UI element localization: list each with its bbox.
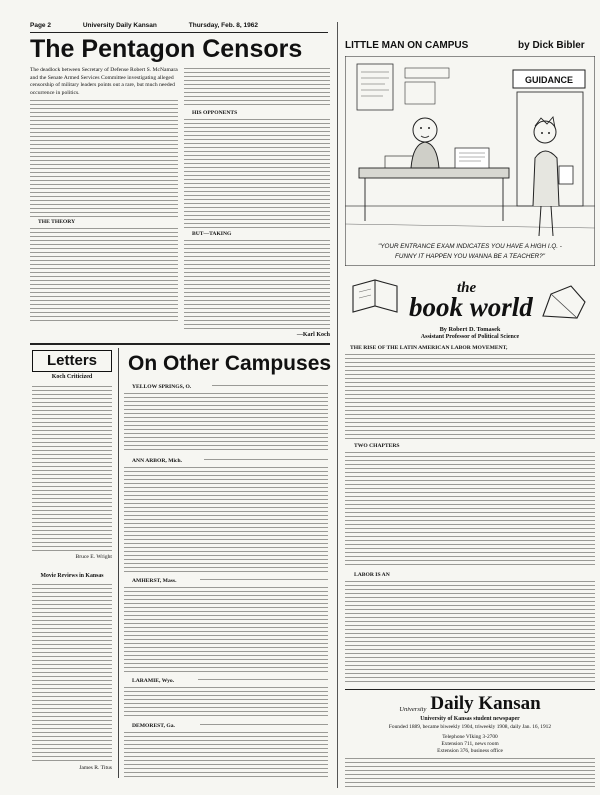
editorial-col1-text-a xyxy=(30,100,178,218)
book-review-text-b xyxy=(345,452,595,568)
paper-name: University Daily Kansan xyxy=(82,22,157,29)
book-review-two-chapters-lead: TWO CHAPTERS xyxy=(354,443,400,449)
campus-ann-arbor-lead-line xyxy=(204,459,328,462)
letter-two-text xyxy=(32,584,112,762)
page-gutter-rule xyxy=(337,22,338,788)
section-divider xyxy=(30,343,330,345)
editorial-col1-text-b xyxy=(30,228,178,324)
editorial-opponents-lead: HIS OPPONENTS xyxy=(192,110,238,116)
folio-line xyxy=(30,22,258,31)
masthead-ext-news: Extension 711, news room xyxy=(441,741,499,747)
letter-two-signature: James R. Titus xyxy=(79,765,112,771)
editorial-col2-text-b xyxy=(184,119,330,229)
campus-yellow-springs-lead-line xyxy=(212,385,328,388)
movie-reviews-label: Movie Reviews in Kansas xyxy=(40,573,104,579)
cartoon-byline: by Dick Bibler xyxy=(518,40,585,51)
book-review-title-lead: THE RISE OF THE LATIN AMERICAN LABOR MOVEMENT, xyxy=(350,345,508,351)
column-rule xyxy=(118,348,119,778)
campus-demorest-text xyxy=(124,732,328,778)
masthead-ext-business: Extension 376, business office xyxy=(437,748,503,754)
book-review-byline: By Robert D. Tomasek xyxy=(439,326,501,333)
letter-one-text xyxy=(32,386,112,551)
campus-dateline-demorest: DEMOREST, Ga. xyxy=(132,723,175,729)
book-review-labor-lead: LABOR IS AN xyxy=(354,572,390,578)
book-world-title-word-2: book world xyxy=(409,292,533,322)
letters-heading: Letters xyxy=(32,350,112,372)
campus-dateline-ann-arbor: ANN ARBOR, Mich. xyxy=(132,458,183,464)
cartoon-illustration xyxy=(345,56,595,266)
issue-date: Thursday, Feb. 8, 1962 xyxy=(188,22,258,29)
masthead-founded: Founded 1889, became biweekly 1904, triweekly 1908, daily Jan. 16, 1912 xyxy=(388,724,552,730)
editorial-headline: The Pentagon Censors xyxy=(30,35,303,63)
campus-yellow-springs-text xyxy=(124,393,328,453)
editorial-theory-lead: THE THEORY xyxy=(38,219,76,225)
masthead-title: Daily Kansan xyxy=(430,693,541,714)
campus-ann-arbor-text xyxy=(124,467,328,575)
book-world-title-word-1: the xyxy=(457,280,477,296)
campus-dateline-laramie: LARAMIE, Wyo. xyxy=(132,678,175,684)
letter-one-signature: Bruce E. Wright xyxy=(75,554,112,560)
editorial-col2-text-c xyxy=(184,240,330,332)
cartoon-caption-line-1: "YOUR ENTRANCE EXAM INDICATES YOU HAVE A HIGH I.Q. - xyxy=(378,243,562,250)
cartoon-strip-title: LITTLE MAN ON CAMPUS xyxy=(345,40,469,51)
editorial-but-taking-lead: BUT—TAKING xyxy=(192,231,232,237)
door-sign-text: GUIDANCE xyxy=(524,75,574,85)
editorial-signoff: —Karl Koch xyxy=(296,332,330,338)
campus-dateline-yellow-springs: YELLOW SPRINGS, O. xyxy=(132,384,192,390)
campus-amherst-lead-line xyxy=(200,579,328,582)
editorial-lead-in: The deadlock between Secretary of Defense Robert S. McNamara and the Senate Armed Services Committee investigating alleged censorship of military leaders points out a rare, but much needed occurrence in politics. xyxy=(30,67,178,97)
masthead-prefix: University xyxy=(399,706,427,713)
masthead-tagline: University of Kansas student newspaper xyxy=(420,716,520,722)
cartoon-caption-line-2: FUNNY IT HAPPEN YOU WANNA BE A TEACHER?" xyxy=(395,253,545,260)
campus-dateline-amherst: AMHERST, Mass. xyxy=(132,578,177,584)
folio-rule xyxy=(30,32,328,33)
page-number: Page 2 xyxy=(30,22,51,29)
masthead-telephone: Telephone VIking 3-2700 xyxy=(442,734,498,740)
book-review-text-c xyxy=(345,581,595,685)
campus-laramie-lead-line xyxy=(198,679,328,682)
campus-demorest-lead-line xyxy=(200,724,328,727)
campuses-heading: On Other Campuses xyxy=(128,352,332,375)
letters-subhead: Koch Criticized xyxy=(51,374,93,380)
book-review-text-a xyxy=(345,354,595,440)
masthead-nameplate xyxy=(345,692,595,714)
book-world-banner xyxy=(345,272,595,322)
book-review-author-role: Assistant Professor of Political Science xyxy=(420,334,520,340)
masthead-rule-top xyxy=(345,689,595,690)
campus-amherst-text xyxy=(124,587,328,675)
masthead-fine-print xyxy=(345,758,595,790)
editorial-col2-text-a xyxy=(184,68,330,108)
campus-laramie-text xyxy=(124,687,328,719)
